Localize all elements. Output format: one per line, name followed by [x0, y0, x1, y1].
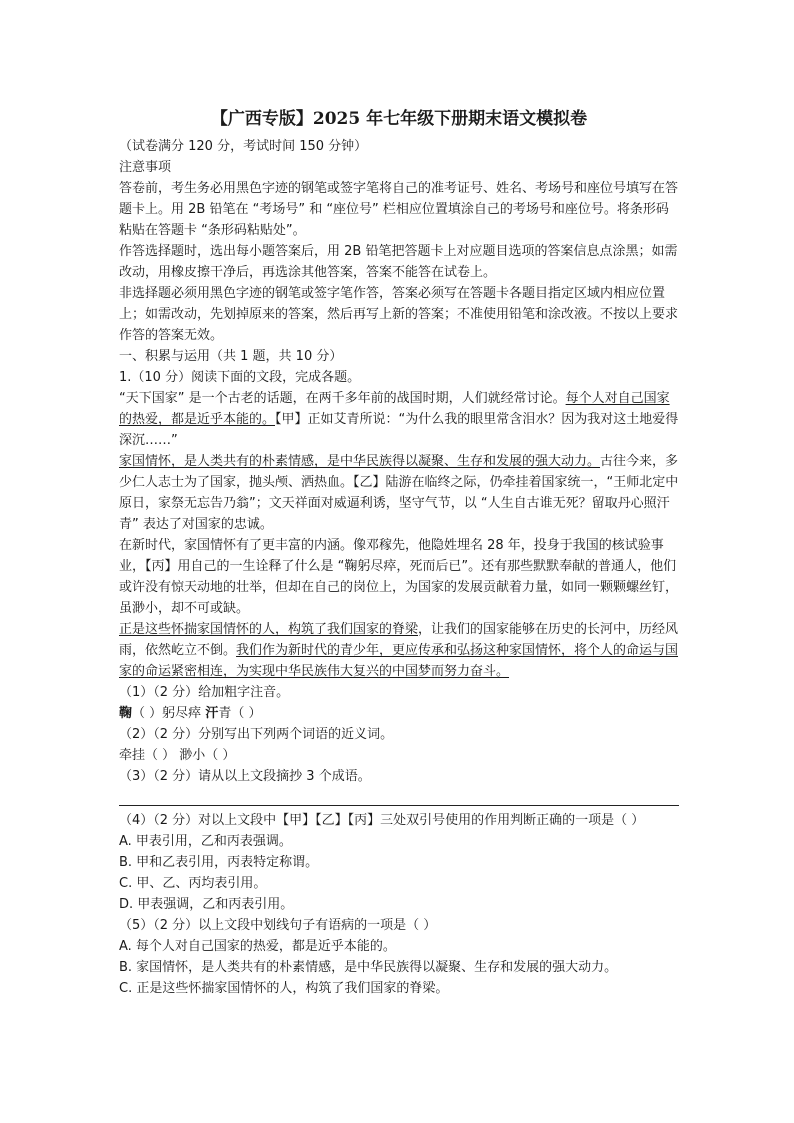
passage-text: 【甲】正如艾青所说：“为什么我的眼里常含泪水？因为我对这土地爱得深沉……”	[119, 412, 679, 448]
subquestion-2-words: 牵挂（ ） 渺小（ ）	[119, 748, 236, 763]
subquestion-2: （2）（2 分）分别写出下列两个词语的近义词。	[119, 727, 394, 742]
bold-char: 鞠	[119, 706, 133, 721]
subquestion-1: （1）（2 分）给加粗字注音。	[119, 685, 290, 700]
subquestion-1-words	[119, 703, 679, 724]
passage-paragraph-4	[119, 619, 679, 682]
subquestion-5: （5）（2 分）以上文段中划线句子有语病的一项是（ ）	[119, 918, 437, 933]
subquestion-3: （3）（2 分）请从以上文段摘抄 3 个成语。	[119, 769, 371, 784]
option-b: B. 甲和乙表引用，丙表特定称谓。	[119, 855, 319, 870]
section-heading: 一、积累与运用（共 1 题，共 10 分）	[119, 349, 343, 364]
option-c: C. 正是这些怀揣家国情怀的人，构筑了我们国家的脊梁。	[119, 981, 449, 996]
note-1: 答卷前，考生务必用黑色字迹的钢笔或签字笔将自己的准考证号、姓名、考场号和座位号填写在答题卡上。用 2B 铅笔在 “考场号” 和 “座位号” 栏相应位置填涂自己的考场号和座位号。将条形码粘贴在答题卡 “条形码粘贴处”。	[119, 181, 679, 238]
underlined-sentence: 每个人对自己国家的热爱，都是近乎本能的。	[119, 391, 670, 427]
option-c: C. 甲、乙、丙均表引用。	[119, 876, 267, 891]
word-text: 青（ ）	[218, 706, 262, 721]
passage-text: “天下国家” 是一个古老的话题，在两千多年前的战国时期，人们就经常讨论。	[119, 391, 566, 406]
underlined-sentence: 正是这些怀揣家国情怀的人，构筑了我们国家的脊梁	[119, 622, 419, 637]
passage-text: 古往今来，多少仁人志士为了国家，抛头颅、洒热血。【乙】陆游在临终之际，仍牵挂着国家统一，“王师北定中原日，家祭无忘告乃翁”；文天祥面对威逼利诱，坚守气节，以 “人生自古谁无死？留取丹心照汗青” 表达了对国家的忠诚。	[119, 454, 679, 532]
passage-paragraph-1	[119, 388, 679, 451]
passage-paragraph-2	[119, 451, 679, 535]
answer-line	[119, 787, 679, 806]
bold-char: 汗	[205, 706, 219, 721]
subquestion-4: （4）（2 分）对以上文段中【甲】【乙】【丙】三处双引号使用的作用判断正确的一项是（ ）	[119, 813, 645, 828]
question-1-intro: 1.（10 分）阅读下面的文段，完成各题。	[119, 370, 361, 385]
exam-meta: （试卷满分 120 分，考试时间 150 分钟）	[119, 139, 368, 154]
option-a: A. 甲表引用，乙和丙表强调。	[119, 834, 292, 849]
page-title: 【广西专版】2025 年七年级下册期末语文模拟卷	[210, 109, 588, 129]
option-d: D. 甲表强调，乙和丙表引用。	[119, 897, 294, 912]
passage-text: ，让我们的国家能够在历史的长河中，历经风雨，依然屹立不倒。	[119, 622, 679, 658]
option-a: A. 每个人对自己国家的热爱，都是近乎本能的。	[119, 939, 396, 954]
note-3: 非选择题必须用黑色字迹的钢笔或签字笔作答，答案必须写在答题卡各题目指定区域内相应位置上；如需改动，先划掉原来的答案，然后再写上新的答案；不准使用铅笔和涂改液。不按以上要求作答的答案无效。	[119, 286, 679, 343]
passage-paragraph-3: 在新时代，家国情怀有了更丰富的内涵。像邓稼先，他隐姓埋名 28 年，投身于我国的核试验事业，【丙】用自己的一生诠释了什么是 “鞠躬尽瘁，死而后已”。还有那些默默奉献的普通人，他们或许没有惊天动地的壮举，但却在自己的岗位上，为国家的发展贡献着力量，如同一颗颗螺丝钉，虽渺小，却不可或缺。	[119, 538, 679, 616]
underlined-sentence: 我们作为新时代的青少年，更应传承和弘扬这种家国情怀，将个人的命运与国家的命运紧密相连，为实现中华民族伟大复兴的中国梦而努力奋斗。	[119, 643, 679, 679]
underlined-sentence: 家国情怀，是人类共有的朴素情感，是中华民族得以凝聚、生存和发展的强大动力。	[119, 454, 601, 469]
note-2: 作答选择题时，选出每小题答案后，用 2B 铅笔把答题卡上对应题目选项的答案信息点涂黑；如需改动，用橡皮擦干净后，再选涂其他答案，答案不能答在试卷上。	[119, 244, 678, 280]
notes-heading: 注意事项	[119, 160, 172, 175]
exam-content	[119, 104, 679, 999]
word-text: （ ）躬尽瘁	[132, 706, 202, 721]
option-b: B. 家国情怀，是人类共有的朴素情感，是中华民族得以凝聚、生存和发展的强大动力。	[119, 960, 618, 975]
